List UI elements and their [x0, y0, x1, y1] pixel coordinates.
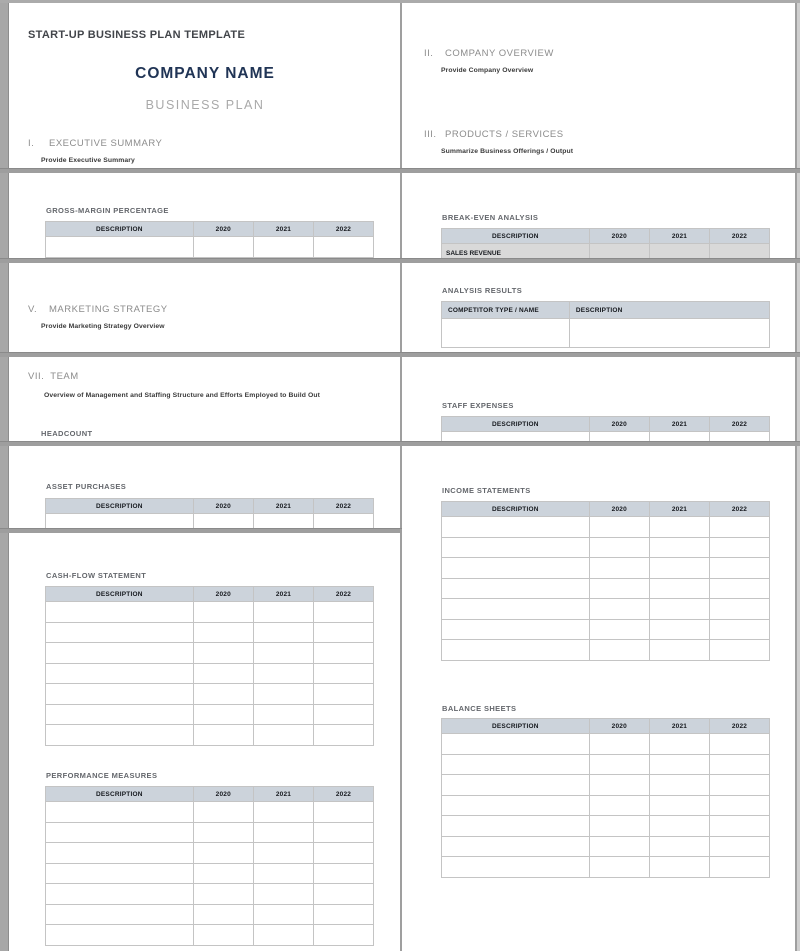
income-statements-table — [441, 501, 770, 661]
empty-cell[interactable] — [709, 816, 769, 837]
table-row — [46, 904, 374, 925]
table-heading-income-statements: INCOME STATEMENTS — [442, 486, 531, 495]
page-panel-gross-margin — [10, 173, 400, 258]
column-header: COMPETITOR TYPE / NAME — [442, 302, 570, 319]
column-header: 2022 — [709, 502, 769, 517]
column-header: 2021 — [649, 229, 709, 244]
page-panel-overview — [402, 3, 795, 168]
empty-cell[interactable] — [442, 836, 590, 857]
empty-cell[interactable] — [253, 843, 313, 864]
table-heading-performance: PERFORMANCE MEASURES — [46, 771, 158, 780]
empty-cell[interactable] — [589, 857, 649, 878]
table-row — [442, 517, 770, 538]
empty-cell[interactable] — [709, 640, 769, 661]
column-header: 2020 — [193, 222, 253, 237]
column-header: DESCRIPTION — [46, 499, 194, 514]
table-row — [46, 822, 374, 843]
empty-cell[interactable] — [253, 884, 313, 905]
page-panel-marketing — [10, 263, 400, 352]
empty-cell[interactable] — [589, 795, 649, 816]
column-header: DESCRIPTION — [46, 222, 194, 237]
empty-cell[interactable] — [46, 925, 194, 946]
table-header-row — [442, 302, 770, 319]
empty-cell[interactable] — [193, 925, 253, 946]
table-row — [46, 663, 374, 684]
section-caption: Provide Company Overview — [441, 67, 534, 74]
section-heading-marketing — [28, 304, 168, 315]
empty-cell[interactable] — [442, 517, 590, 538]
table-row — [442, 558, 770, 579]
empty-cell[interactable] — [649, 578, 709, 599]
empty-cell[interactable] — [313, 684, 373, 705]
empty-cell[interactable] — [649, 640, 709, 661]
table-row — [46, 684, 374, 705]
top-edge — [0, 0, 800, 3]
empty-cell[interactable] — [193, 622, 253, 643]
company-name-title: COMPANY NAME — [135, 65, 275, 82]
table-row — [442, 734, 770, 755]
empty-cell[interactable] — [589, 836, 649, 857]
empty-cell[interactable] — [46, 822, 194, 843]
empty-cell[interactable] — [709, 754, 769, 775]
column-header: DESCRIPTION — [46, 787, 194, 802]
empty-cell[interactable] — [709, 619, 769, 640]
empty-cell[interactable] — [313, 725, 373, 746]
empty-cell[interactable] — [589, 537, 649, 558]
empty-cell[interactable] — [709, 775, 769, 796]
empty-cell[interactable] — [649, 619, 709, 640]
column-header: DESCRIPTION — [442, 502, 590, 517]
table-row — [46, 602, 374, 623]
subheading-headcount: HEADCOUNT — [41, 429, 93, 438]
empty-cell[interactable] — [313, 602, 373, 623]
empty-cell[interactable] — [649, 754, 709, 775]
empty-cell[interactable] — [46, 802, 194, 823]
section-title: COMPANY OVERVIEW — [445, 48, 554, 59]
business-plan-subtitle: BUSINESS PLAN — [145, 98, 265, 112]
empty-cell[interactable] — [253, 925, 313, 946]
column-header: 2020 — [193, 787, 253, 802]
empty-cell[interactable] — [313, 514, 373, 529]
page-panel-asset-purchases — [10, 446, 400, 528]
empty-cell[interactable] — [253, 663, 313, 684]
column-header: 2020 — [589, 502, 649, 517]
section-number: I. — [28, 138, 35, 149]
table-heading-gross-margin: GROSS-MARGIN PERCENTAGE — [46, 206, 169, 215]
table-row — [442, 578, 770, 599]
empty-cell[interactable] — [442, 619, 590, 640]
section-number: III. — [424, 129, 437, 140]
table-header-row — [46, 787, 374, 802]
divider-bar — [0, 258, 800, 263]
column-header: 2021 — [649, 502, 709, 517]
column-header: 2022 — [709, 229, 769, 244]
empty-cell[interactable] — [649, 816, 709, 837]
divider-bar — [0, 352, 800, 357]
section-title: MARKETING STRATEGY — [49, 304, 168, 315]
empty-cell[interactable] — [193, 602, 253, 623]
empty-cell[interactable] — [193, 514, 253, 529]
empty-cell[interactable] — [193, 863, 253, 884]
empty-cell[interactable] — [313, 802, 373, 823]
empty-cell[interactable] — [193, 663, 253, 684]
section-caption: Summarize Business Offerings / Output — [441, 148, 574, 155]
empty-cell[interactable] — [46, 663, 194, 684]
table-row — [46, 622, 374, 643]
table-row — [46, 725, 374, 746]
column-header: DESCRIPTION — [442, 719, 590, 734]
section-title: PRODUCTS / SERVICES — [445, 129, 564, 140]
empty-cell[interactable] — [442, 857, 590, 878]
empty-cell[interactable] — [649, 734, 709, 755]
divider-bar-left-half — [0, 528, 402, 533]
section-number: V. — [28, 304, 38, 315]
empty-cell[interactable] — [649, 775, 709, 796]
empty-cell[interactable] — [709, 599, 769, 620]
empty-cell[interactable] — [589, 734, 649, 755]
page-panel-cover — [10, 3, 400, 168]
empty-cell[interactable] — [589, 775, 649, 796]
table-heading-balance-sheets: BALANCE SHEETS — [442, 704, 517, 713]
empty-cell[interactable] — [649, 836, 709, 857]
empty-cell[interactable] — [253, 704, 313, 725]
empty-cell[interactable] — [442, 319, 570, 348]
left-gutter — [0, 0, 9, 951]
empty-cell[interactable] — [709, 795, 769, 816]
table-heading-break-even: BREAK-EVEN ANALYSIS — [442, 213, 539, 222]
empty-cell[interactable] — [649, 537, 709, 558]
empty-cell[interactable] — [313, 704, 373, 725]
empty-cell[interactable] — [46, 863, 194, 884]
empty-cell[interactable] — [709, 432, 769, 442]
empty-cell[interactable] — [193, 704, 253, 725]
empty-cell[interactable] — [589, 517, 649, 538]
column-header: 2021 — [253, 587, 313, 602]
empty-cell[interactable] — [253, 237, 313, 258]
empty-cell[interactable] — [709, 537, 769, 558]
empty-cell[interactable] — [442, 558, 590, 579]
empty-cell[interactable] — [46, 622, 194, 643]
column-header: 2021 — [253, 787, 313, 802]
empty-cell[interactable] — [313, 843, 373, 864]
column-header: 2021 — [649, 719, 709, 734]
empty-cell[interactable] — [46, 884, 194, 905]
empty-cell[interactable] — [649, 517, 709, 538]
column-header: 2022 — [709, 417, 769, 432]
empty-cell[interactable] — [253, 863, 313, 884]
empty-cell[interactable] — [313, 925, 373, 946]
table-header-row — [442, 719, 770, 734]
asset-purchases-table — [45, 498, 374, 528]
empty-cell[interactable] — [253, 904, 313, 925]
empty-cell[interactable] — [589, 599, 649, 620]
table-row — [442, 775, 770, 796]
column-header: DESCRIPTION — [569, 302, 769, 319]
empty-cell[interactable] — [313, 863, 373, 884]
column-header: 2020 — [193, 499, 253, 514]
table-row — [46, 514, 374, 529]
column-header: 2022 — [313, 587, 373, 602]
column-header: 2020 — [589, 417, 649, 432]
section-title: EXECUTIVE SUMMARY — [49, 138, 163, 149]
empty-cell[interactable] — [649, 795, 709, 816]
empty-cell[interactable] — [649, 857, 709, 878]
empty-cell[interactable] — [193, 822, 253, 843]
table-heading-cash-flow: CASH-FLOW STATEMENT — [46, 571, 147, 580]
table-row — [442, 857, 770, 878]
empty-cell[interactable] — [442, 432, 590, 442]
table-header-row — [442, 502, 770, 517]
empty-cell[interactable] — [193, 237, 253, 258]
page-panel-financials-left — [10, 533, 400, 951]
empty-cell[interactable] — [193, 904, 253, 925]
empty-cell[interactable] — [253, 725, 313, 746]
empty-cell[interactable] — [46, 904, 194, 925]
empty-cell[interactable] — [589, 754, 649, 775]
section-heading-executive-summary — [28, 138, 162, 149]
page-panel-staff-expenses — [402, 357, 795, 441]
empty-cell[interactable] — [46, 843, 194, 864]
empty-cell[interactable] — [589, 816, 649, 837]
table-header-row — [442, 417, 770, 432]
table-heading-analysis-results: ANALYSIS RESULTS — [442, 286, 523, 295]
table-row — [442, 537, 770, 558]
empty-cell[interactable] — [589, 432, 649, 442]
table-heading-staff-expenses: STAFF EXPENSES — [442, 401, 514, 410]
empty-cell[interactable] — [709, 558, 769, 579]
column-header: DESCRIPTION — [442, 229, 590, 244]
empty-cell[interactable] — [442, 537, 590, 558]
table-row — [46, 643, 374, 664]
empty-cell[interactable] — [253, 622, 313, 643]
analysis-results-table — [441, 301, 770, 348]
column-header: 2022 — [313, 222, 373, 237]
empty-cell[interactable] — [442, 754, 590, 775]
page-panel-break-even — [402, 173, 795, 258]
table-row — [442, 836, 770, 857]
table-row-sales-revenue — [442, 244, 770, 259]
section-heading-team — [28, 371, 79, 382]
table-row — [46, 843, 374, 864]
table-row — [442, 754, 770, 775]
empty-cell[interactable] — [313, 822, 373, 843]
section-heading-company-overview — [424, 48, 554, 59]
table-header-row — [46, 499, 374, 514]
empty-cell[interactable] — [313, 622, 373, 643]
empty-cell[interactable] — [253, 643, 313, 664]
empty-cell[interactable] — [313, 884, 373, 905]
empty-cell[interactable] — [649, 244, 709, 259]
empty-cell[interactable] — [193, 725, 253, 746]
empty-cell[interactable] — [709, 734, 769, 755]
empty-cell[interactable] — [313, 663, 373, 684]
empty-cell[interactable] — [442, 816, 590, 837]
column-header: 2020 — [193, 587, 253, 602]
table-row — [46, 925, 374, 946]
empty-cell[interactable] — [442, 578, 590, 599]
empty-cell[interactable] — [313, 643, 373, 664]
table-row — [442, 319, 770, 348]
empty-cell[interactable] — [46, 725, 194, 746]
empty-cell[interactable] — [46, 602, 194, 623]
table-row — [442, 599, 770, 620]
empty-cell[interactable] — [709, 517, 769, 538]
table-heading-asset-purchases: ASSET PURCHASES — [46, 482, 127, 491]
empty-cell[interactable] — [589, 558, 649, 579]
break-even-table — [441, 228, 770, 258]
empty-cell[interactable] — [442, 640, 590, 661]
empty-cell[interactable] — [46, 514, 194, 529]
empty-cell[interactable] — [649, 558, 709, 579]
empty-cell[interactable] — [589, 640, 649, 661]
table-row — [442, 619, 770, 640]
column-header: 2021 — [253, 222, 313, 237]
column-header: 2022 — [313, 787, 373, 802]
empty-cell[interactable] — [193, 684, 253, 705]
column-header: 2022 — [313, 499, 373, 514]
row-label: SALES REVENUE — [442, 244, 590, 259]
gross-margin-table — [45, 221, 374, 258]
empty-cell[interactable] — [46, 237, 194, 258]
table-row — [46, 802, 374, 823]
section-caption: Provide Marketing Strategy Overview — [41, 323, 165, 330]
page-divider-vertical — [400, 0, 402, 951]
doc-title: START-UP BUSINESS PLAN TEMPLATE — [28, 29, 246, 41]
empty-cell[interactable] — [589, 578, 649, 599]
section-number: II. — [424, 48, 434, 59]
empty-cell[interactable] — [442, 599, 590, 620]
empty-cell[interactable] — [253, 514, 313, 529]
page-panel-analysis-results — [402, 263, 795, 352]
empty-cell[interactable] — [589, 619, 649, 640]
table-header-row — [46, 587, 374, 602]
empty-cell[interactable] — [313, 237, 373, 258]
empty-cell[interactable] — [193, 884, 253, 905]
table-row — [46, 884, 374, 905]
empty-cell[interactable] — [46, 684, 194, 705]
column-header: 2022 — [709, 719, 769, 734]
table-header-row — [442, 229, 770, 244]
column-header: 2020 — [589, 229, 649, 244]
column-header: DESCRIPTION — [442, 417, 590, 432]
empty-cell[interactable] — [442, 795, 590, 816]
table-header-row — [46, 222, 374, 237]
table-row — [46, 704, 374, 725]
empty-cell[interactable] — [253, 602, 313, 623]
divider-bar — [0, 168, 800, 173]
page-panel-financials-right — [402, 446, 795, 951]
right-gutter — [795, 0, 800, 951]
empty-cell[interactable] — [709, 578, 769, 599]
staff-expenses-table — [441, 416, 770, 441]
empty-cell[interactable] — [46, 643, 194, 664]
section-caption: Overview of Management and Staffing Structure and Efforts Employed to Build Out — [44, 392, 321, 399]
section-caption: Provide Executive Summary — [41, 157, 135, 164]
empty-cell[interactable] — [193, 802, 253, 823]
column-header: 2020 — [589, 719, 649, 734]
empty-cell[interactable] — [193, 643, 253, 664]
empty-cell[interactable] — [589, 244, 649, 259]
divider-bar — [0, 441, 800, 446]
empty-cell[interactable] — [253, 822, 313, 843]
empty-cell[interactable] — [569, 319, 769, 348]
empty-cell[interactable] — [442, 775, 590, 796]
table-row — [442, 432, 770, 442]
empty-cell[interactable] — [649, 599, 709, 620]
cash-flow-table — [45, 586, 374, 746]
empty-cell[interactable] — [46, 704, 194, 725]
table-row — [46, 863, 374, 884]
section-heading-products-services — [424, 129, 564, 140]
section-number: VII. — [28, 371, 45, 382]
empty-cell[interactable] — [442, 734, 590, 755]
empty-cell[interactable] — [709, 244, 769, 259]
column-header: DESCRIPTION — [46, 587, 194, 602]
empty-cell[interactable] — [649, 432, 709, 442]
empty-cell[interactable] — [709, 857, 769, 878]
empty-cell[interactable] — [253, 684, 313, 705]
empty-cell[interactable] — [193, 843, 253, 864]
balance-sheets-table — [441, 718, 770, 878]
table-row — [442, 795, 770, 816]
table-row — [46, 237, 374, 258]
empty-cell[interactable] — [709, 836, 769, 857]
column-header: 2021 — [649, 417, 709, 432]
performance-measures-table — [45, 786, 374, 946]
page-panel-team — [10, 357, 400, 441]
table-row — [442, 816, 770, 837]
section-title: TEAM — [50, 371, 79, 382]
empty-cell[interactable] — [253, 802, 313, 823]
table-row — [442, 640, 770, 661]
column-header: 2021 — [253, 499, 313, 514]
empty-cell[interactable] — [313, 904, 373, 925]
